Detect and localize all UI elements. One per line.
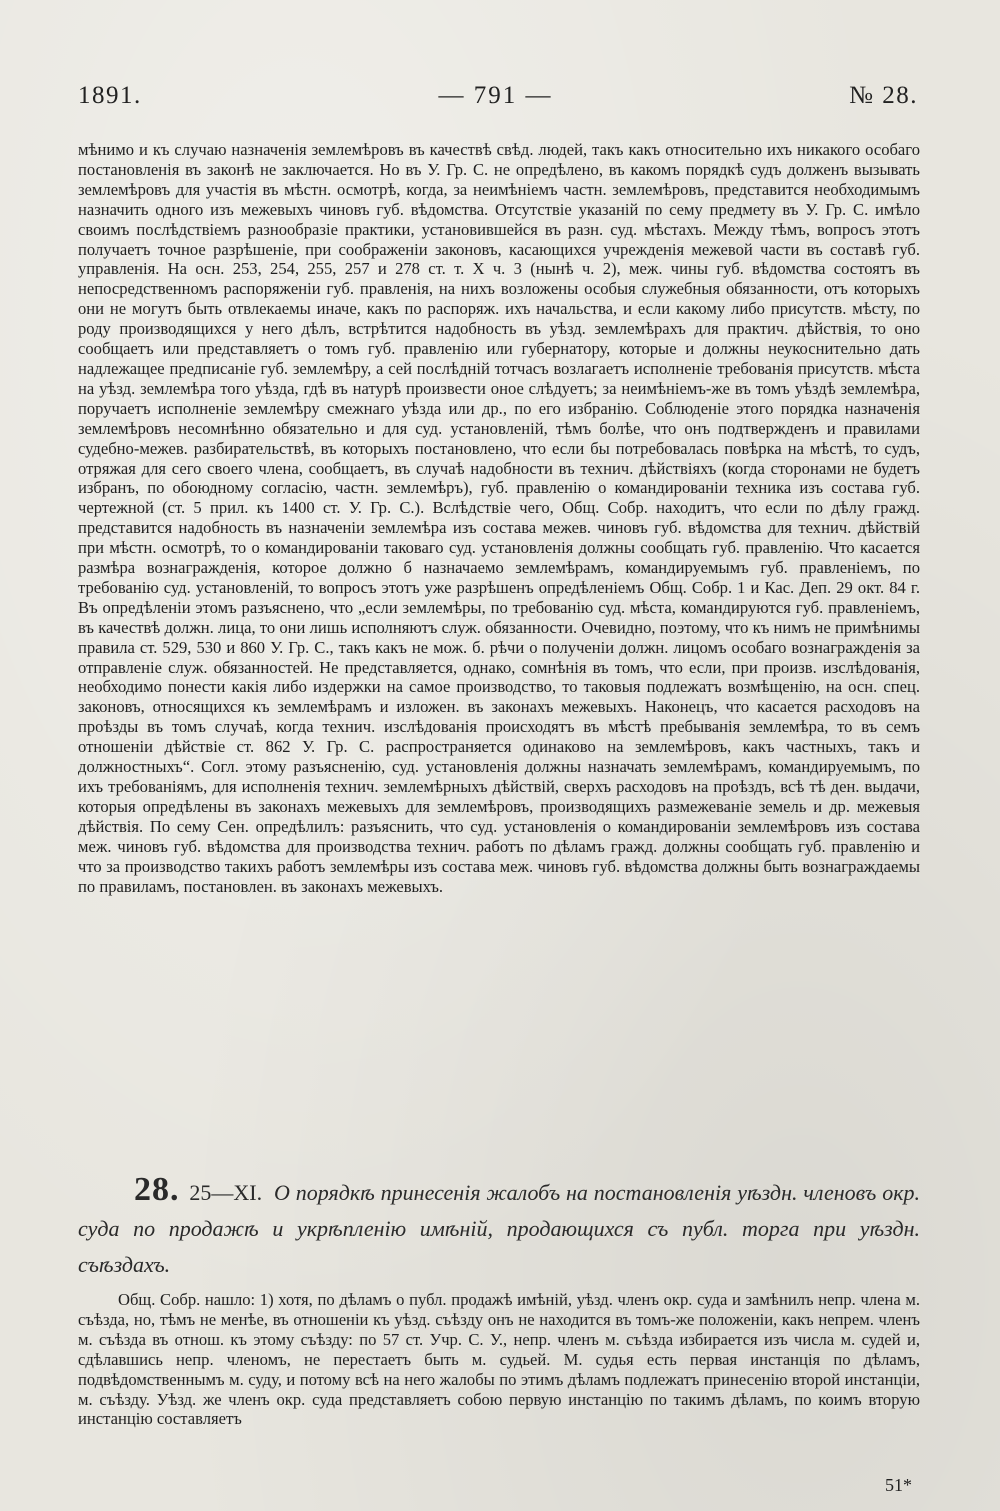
printer-signature-mark: 51* <box>885 1475 912 1495</box>
article-paragraph: Общ. Собр. нашло: 1) хотя, по дѣламъ о публ. продажѣ имѣній, уѣзд. членъ окр. суда и замѣнилъ непр. члена м. съѣзда, но, тѣмъ не менѣе, въ отношеніи къ уѣзд. съѣзду онъ не находится въ томъ-же положеніи, какъ непрем. членъ м. съѣзда въ отнош. къ этому съѣзду: по 57 ст. Учр. С. У., непр. членъ м. съѣзда избирается изъ числа м. судей и, сдѣлавшись непр. членомъ, не перестаетъ быть м. судьей. М. судья есть первая инстанція по дѣламъ, подвѣдомственнымъ м. суду, и потому всѣ на него жалобы по этимъ дѣламъ подлежатъ принесенію второй инстанціи, м. съѣзду. Уѣзд. же членъ окр. суда представляетъ собою первую инстанцію по такимъ дѣламъ, по коимъ вторую инстанцію составляетъ <box>78 1290 920 1429</box>
article-title: О порядкѣ принесенія жалобъ на постановленія уѣздн. членовъ окр. суда по продажѣ и укрѣпленію имѣній, продающихся съ публ. торга при уѣздн. съѣздахъ. <box>78 1180 921 1277</box>
article-date: 25—XI. <box>189 1180 263 1205</box>
header-year: 1891. <box>78 82 142 109</box>
header-issue-number: № 28. <box>849 82 918 109</box>
article-heading <box>78 1172 920 1283</box>
continuation-paragraph: мѣнимо и къ случаю назначенія землемѣровъ въ качествѣ свѣд. людей, такъ какъ относительно ихъ никакого особаго постановленія въ законѣ не заключается. Но въ У. Гр. С. не опредѣлено, въ какомъ порядкѣ судъ долженъ вызывать землемѣровъ для участія въ мѣстн. осмотрѣ, когда, за неимѣніемъ частн. землемѣровъ, представится необходимымъ назначить одного изъ межевыхъ чиновъ губ. вѣдомства. Отсутствіе указаній по сему предмету въ У. Гр. С. имѣло своимъ послѣдствіемъ разнообразіе практики, установившейся въ разн. суд. мѣстахъ. Между тѣмъ, вопросъ этотъ получаетъ точное разрѣшеніе, при соображеніи законовъ, касающихся учрежденія межевой части въ составѣ губ. управленія. На осн. 253, 254, 255, 257 и 278 ст. т. X ч. 3 (нынѣ ч. 2), меж. чины губ. вѣдомства состоятъ въ непосредственномъ распоряженіи губ. правленія, на нихъ возложены особыя служебныя обязанности, отъ которыхъ они не могутъ быть отвлекаемы иначе, какъ по распоряж. ихъ начальства, и если какому либо присутств. мѣсту, по роду производящихся у него дѣлъ, встрѣтится надобность въ уѣзд. землемѣрахъ для практич. дѣйствія, то оно сообщаетъ или представляетъ о томъ губ. правленію или губернатору, которые и должны неукоснительно дать надлежащее предписаніе губ. землемѣру, а сей послѣдній тотчасъ возлагаетъ исполненіе требованія присутств. мѣста на уѣзд. землемѣра того уѣзда, гдѣ въ натурѣ произвести оное слѣдуетъ; за неимѣніемъ-же въ томъ уѣздѣ землемѣра, поручаетъ исполненіе землемѣру смежнаго уѣзда или др., по его избранію. Соблюденіе этого порядка назначенія землемѣровъ несомнѣнно обязательно и для суд. установленій, тѣмъ болѣе, что онъ подтвержденъ и правилами судебно-межев. разбирательствѣ, въ которыхъ постановлено, что если бы потребовалась повѣрка на мѣстѣ, то судъ, отряжая для сего своего члена, сообщаетъ, въ случаѣ надобности въ технич. дѣйствіяхъ (когда сторонами не будетъ избранъ, по обоюдному согласію, частн. землемѣръ), губ. правленію о командированіи техника изъ состава губ. чертежной (ст. 5 прил. къ 1400 ст. У. Гр. С.). Вслѣдствіе чего, Общ. Собр. находитъ, что если по дѣлу гражд. представится надобность въ назначеніи землемѣра изъ состава межев. чиновъ губ. вѣдомства для технич. дѣйствій при мѣстн. осмотрѣ, то о командированіи таковаго суд. установленія должны сообщать губ. правленію. Что касается размѣра вознагражденія, которое должно б назначаемо землемѣрамъ, командируемымъ губ. правленіемъ, по требованію суд. установленій, то вопросъ этотъ уже разрѣшенъ опредѣленіемъ Общ. Собр. 1 и Кас. Деп. 29 окт. 84 г. Въ опредѣленіи этомъ разъяснено, что „если землемѣры, по требованію суд. мѣста, командируются губ. правленіемъ, въ качествѣ должн. лица, то они лишь исполняютъ служ. обязанности. Очевидно, поэтому, что къ нимъ не примѣнимы правила ст. 529, 530 и 860 У. Гр. С., такъ какъ не мож. б. рѣчи о полученіи должн. лицомъ особаго вознагражденія за отправленіе служ. обязанностей. Не представляется, однако, сомнѣнія въ томъ, что если, при произв. изслѣдованія, необходимо понести какія либо издержки на самое производство, то таковыя подлежатъ возмѣщенію, на осн. спец. законовъ, относящихся къ землемѣрамъ и изложен. въ законахъ межевыхъ. Наконецъ, что касается расходовъ на проѣзды въ томъ случаѣ, когда технич. изслѣдованія происходятъ въ мѣстѣ пребыванія землемѣра, то въ семъ отношеніи дѣйствіе ст. 862 У. Гр. С. распространяется одинаково на землемѣровъ, какъ частныхъ, такъ и должностныхъ“. Согл. этому разъясненію, суд. установленія должны назначать землемѣрамъ, командируемымъ, по ихъ требованіямъ, для исполненія технич. землемѣрныхъ дѣйствій, сверхъ расходовъ на проѣздъ, всѣ тѣ ден. выдачи, которыя опредѣлены въ законахъ межевыхъ для землемѣровъ, производящихъ размежеваніе земель и др. межевыя дѣйствія. По сему Сен. опредѣлилъ: разъяснить, что суд. установленія о командированіи землемѣровъ изъ состава меж. чиновъ губ. вѣдомства для производства технич. работъ по дѣламъ гражд. должны сообщать губ. правленію и что за производство такихъ работъ землемѣры изъ состава меж. чиновъ губ. вѣдомства должны быть вознаграждаемы по правиламъ, постановлен. въ законахъ межевыхъ. <box>78 140 920 896</box>
header-page-number: — 791 — <box>438 82 553 109</box>
page-header <box>78 82 918 118</box>
article-text-block <box>78 1290 920 1429</box>
article-number: 28. <box>134 1171 180 1208</box>
continuation-text-block <box>78 140 920 896</box>
